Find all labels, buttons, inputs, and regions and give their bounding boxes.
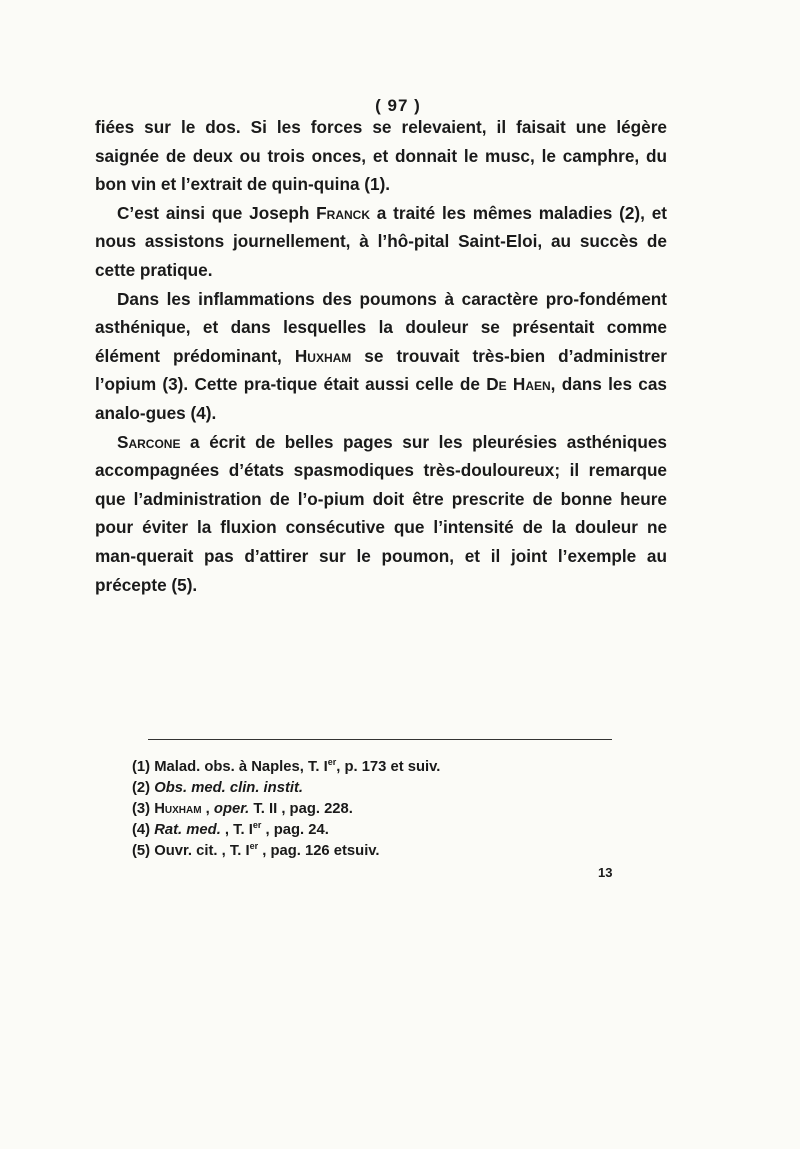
- citation-title: oper.: [213, 801, 250, 817]
- text-run: , T. I: [220, 822, 253, 838]
- citation-title: Rat. med.: [154, 822, 221, 838]
- text-run: se trouvait très-bien d’administrer l’opium (3). Cette pra-tique était aussi celle de: [95, 345, 667, 395]
- text-run: , pag. 24.: [261, 822, 329, 838]
- footnote-5: [132, 841, 652, 862]
- text-run: , pag. 126 etsuiv.: [258, 843, 380, 859]
- author-name: De Haen: [486, 374, 551, 395]
- footnote-4: [132, 820, 652, 841]
- signature-mark: 13: [598, 865, 613, 880]
- text-run: , p. 173 et suiv.: [336, 759, 441, 775]
- paragraph-2: [95, 199, 667, 285]
- text-run: (5) Ouvr. cit. , T. I: [132, 843, 250, 859]
- text-run: C’est ainsi que Joseph: [117, 202, 317, 223]
- text-run: ,: [201, 801, 214, 817]
- footnote-divider: [148, 739, 612, 740]
- superscript: er: [327, 757, 337, 768]
- text-run: (2): [132, 780, 155, 796]
- text-run: T. II , pag. 228.: [249, 801, 353, 817]
- body-text: [95, 113, 667, 599]
- author-name: Sarcone: [117, 431, 181, 452]
- footnote-3: [132, 799, 652, 820]
- footnote-1: [132, 757, 652, 778]
- footnote-2: [132, 778, 652, 799]
- text-run: Dans les inflammations des poumons à caractère pro-fondément asthénique, et dans lesquelles la douleur se présentait comme élément prédominant,: [95, 288, 667, 366]
- text-run: (4): [132, 822, 155, 838]
- text-run: a écrit de belles pages sur les pleurésies asthéniques accompagnées d’états spasmodiques très-douloureux; il remarque que l’administration de l’o-pium doit être prescrite de bonne heure pour éviter la fluxion consécutive que l’intensité de la douleur ne man-querait pas d’attirer sur le poumon, et il joint l’exemple au précepte (5).: [95, 431, 667, 595]
- author-name: Franck: [316, 202, 370, 223]
- superscript: er: [252, 820, 262, 831]
- citation-title: Obs. med. clin. instit.: [154, 780, 304, 796]
- footnotes: [132, 757, 652, 862]
- text-run: fiées sur le dos. Si les forces se relevaient, il faisait une légère saignée de deux ou trois onces, et donnait le musc, le camphre, du bon vin et l’extrait de quin-quina (1).: [95, 117, 667, 195]
- author-name: Huxham: [294, 345, 352, 366]
- page-number: ( 97 ): [375, 96, 421, 115]
- text-run: (1) Malad. obs. à Naples, T. I: [132, 759, 328, 775]
- author-name: Huxham: [154, 801, 202, 817]
- text-run: a traité les mêmes maladies (2), et nous assistons journellement, à l’hô-pital Saint-Eloi, au succès de cette pratique.: [95, 202, 667, 280]
- superscript: er: [249, 841, 259, 852]
- paragraph-4: [95, 428, 667, 600]
- text-run: , dans les cas analo-gues (4).: [95, 374, 667, 423]
- text-run: (3): [132, 801, 155, 817]
- paragraph-3: [95, 285, 667, 428]
- paragraph-1: [95, 113, 667, 199]
